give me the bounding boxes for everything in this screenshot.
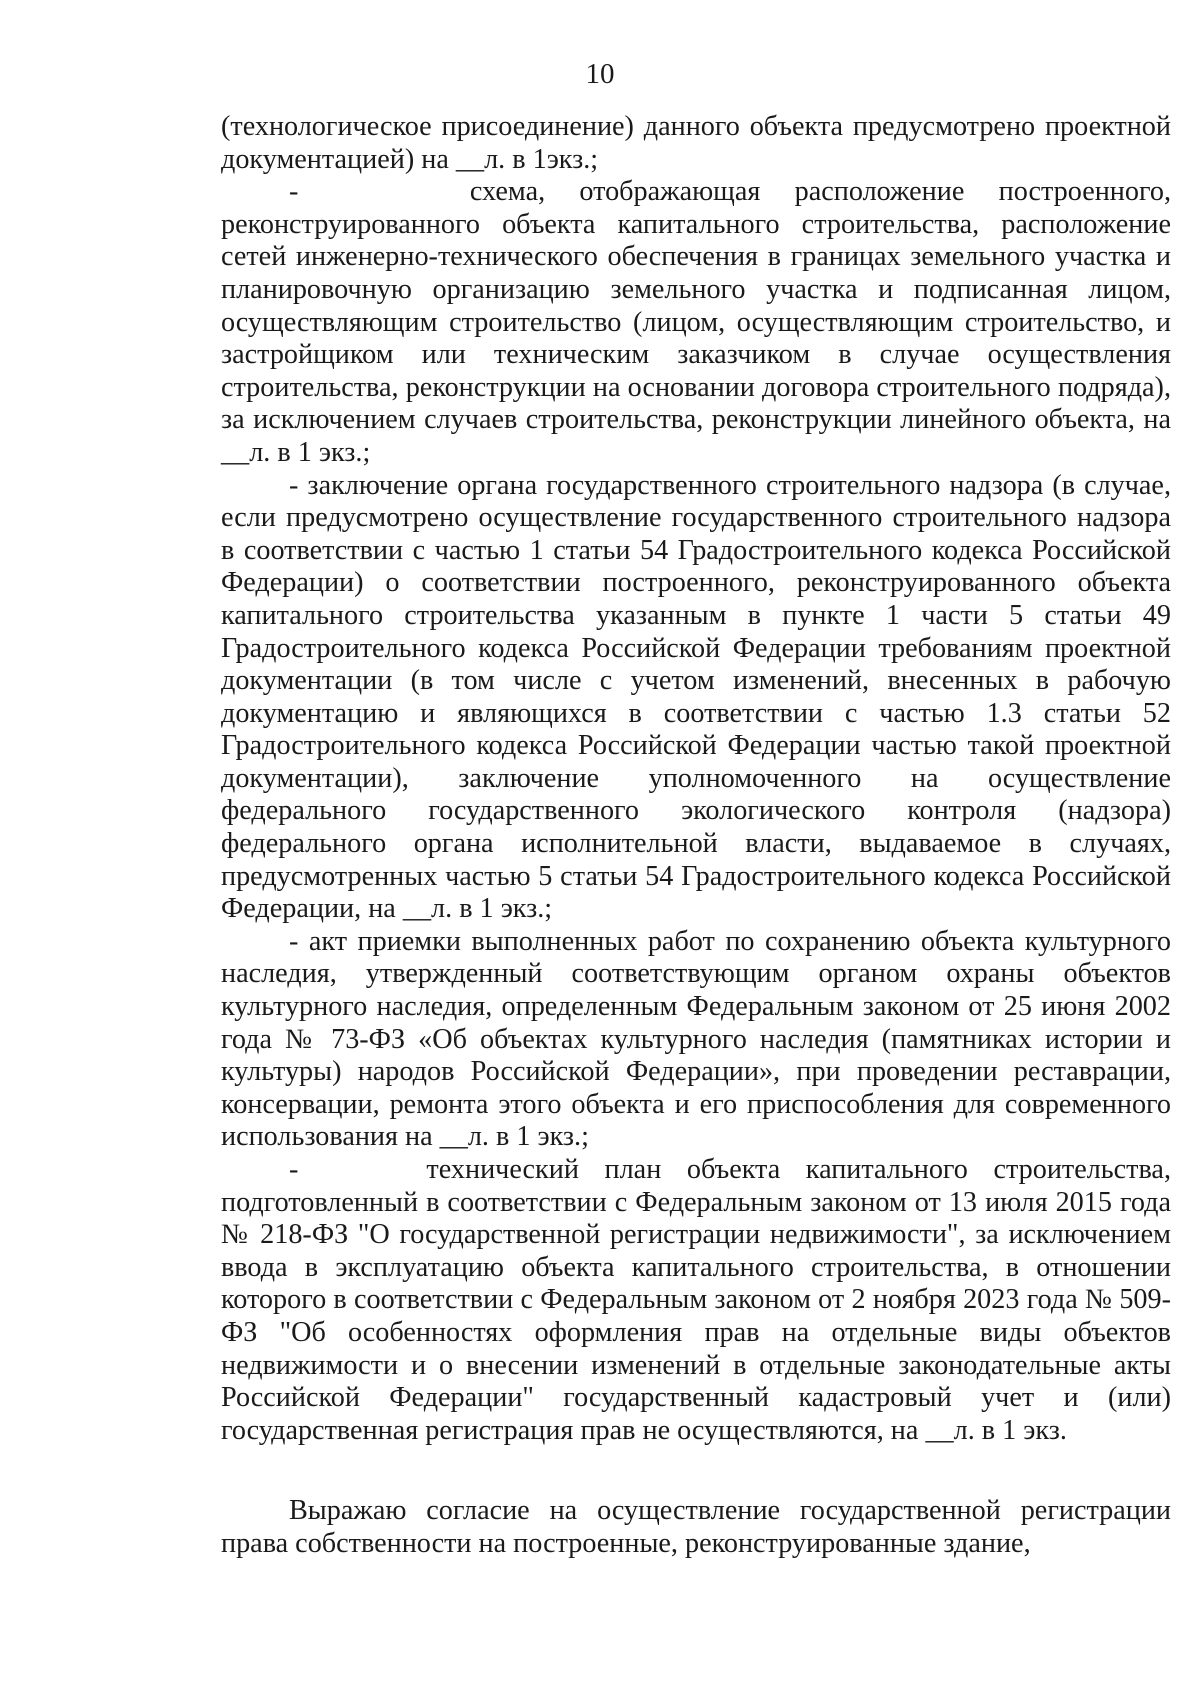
- paragraph-supervision-conclusion-item: - заключение органа государственного строительного надзора (в случае, если предусмотрено осуществление государственного строительного надзора в соответствии с частью 1 статьи 54 Градостроительного кодекса Российской Федерации) о соответствии построенного, реконструированного объекта капитального строительства указанным в пункте 1 части 5 статьи 49 Градостроительного кодекса Российской Федерации требованиям проектной документации (в том числе с учетом изменений, внесенных в рабочую документацию и являющихся в соответствии с частью 1.3 статьи 52 Градостроительного кодекса Российской Федерации частью такой проектной документации), заключение уполномоченного на осуществление федерального государственного экологического контроля (надзора) федерального органа исполнительной власти, выдаваемое в случаях, предусмотренных частью 5 статьи 54 Градостроительного кодекса Российской Федерации, на __л. в 1 экз.;: [221, 469, 1171, 925]
- paragraph-spacer: [221, 1447, 1171, 1495]
- paragraph-tech-connection: (технологическое присоединение) данного объекта предусмотрено проектной документацией) на __л. в 1экз.;: [221, 111, 1171, 175]
- paragraph-cultural-heritage-act-item: - акт приемки выполненных работ по сохранению объекта культурного наследия, утвержденный соответствующим органом охраны объектов культурного наследия, определенным Федеральным законом от 25 июня 2002 года № 73-ФЗ «Об объектах культурного наследия (памятниках истории и культуры) народов Российской Федерации», при проведении реставрации, консервации, ремонта этого объекта и его приспособления для современного использования на __л. в 1 экз.;: [221, 925, 1171, 1153]
- page-number: 10: [585, 58, 615, 90]
- paragraph-technical-plan-item: - технический план объекта капитального строительства, подготовленный в соответствии с Федеральным законом от 13 июля 2015 года № 218-ФЗ "О государственной регистрации недвижимости", за исключением ввода в эксплуатацию объекта капитального строительства, в отношении которого в соответствии с Федеральным законом от 2 ноября 2023 года № 509-ФЗ "Об особенностях оформления прав на отдельные виды объектов недвижимости и о внесении изменений в отдельные законодательные акты Российской Федерации" государственный кадастровый учет и (или) государственная регистрация прав не осуществляются, на __л. в 1 экз.: [221, 1154, 1171, 1446]
- document-body: [221, 111, 1171, 1561]
- paragraph-consent-statement: Выражаю согласие на осуществление государственной регистрации права собственности на построенные, реконструированные здание,: [221, 1495, 1171, 1559]
- paragraph-scheme-item: - схема, отображающая расположение построенного, реконструированного объекта капитального строительства, расположение сетей инженерно-технического обеспечения в границах земельного участка и планировочную организацию земельного участка и подписанная лицом, осуществляющим строительство (лицом, осуществляющим строительство, и застройщиком или техническим заказчиком в случае осуществления строительства, реконструкции на основании договора строительного подряда), за исключением случаев строительства, реконструкции линейного объекта, на __л. в 1 экз.;: [221, 176, 1171, 468]
